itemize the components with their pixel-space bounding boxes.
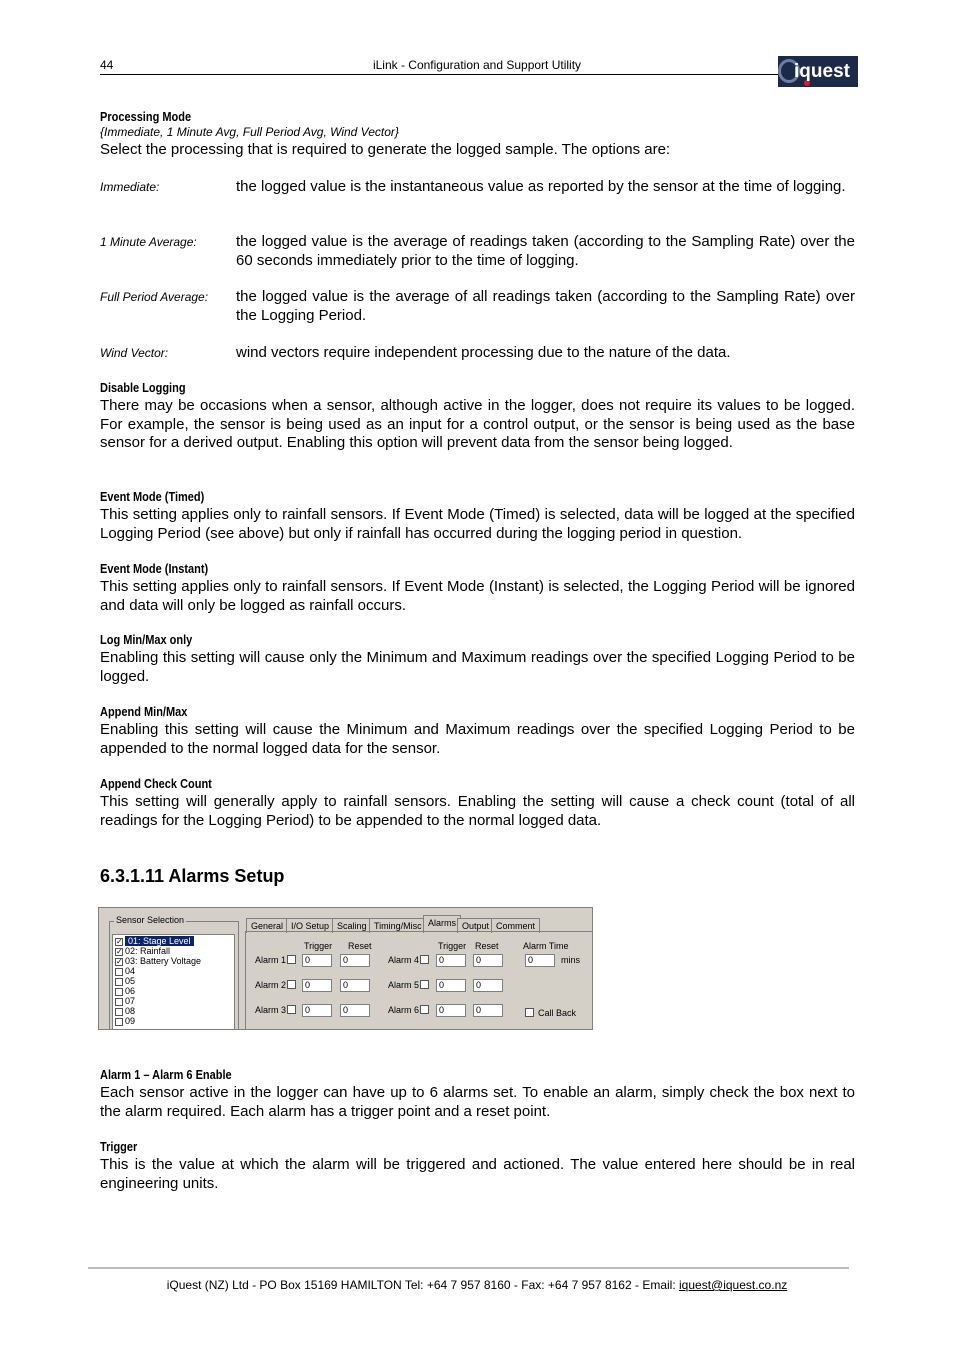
- term-immediate: Immediate:: [100, 180, 160, 194]
- text-append-min-max: Enabling this setting will cause the Minimum and Maximum readings over the specified Logging Period to be appended to the normal logged data for the sensor.: [100, 721, 855, 757]
- sensor-item[interactable]: ✓ 03: Battery Voltage: [116, 956, 202, 966]
- alarm-2-label: Alarm 2: [255, 980, 287, 990]
- term-wind-vector: Wind Vector:: [100, 346, 169, 360]
- text-append-check-count: This setting will generally apply to rainfall sensors. Enabling the setting will cause a check count (total of all readings for the Logging Period) to be appended to the normal logged data.: [100, 793, 855, 829]
- footer: [0, 1278, 954, 1292]
- mins-label: mins: [561, 955, 581, 965]
- text-event-mode-timed: This setting applies only to rainfall sensors. If Event Mode (Timed) is selected, data will be logged at the specified Logging Period (see above) but only if rainfall has occurred during the logging period in question.: [100, 506, 855, 542]
- heading-event-mode-timed: Event Mode (Timed): [100, 490, 205, 504]
- term-full-period-average: Full Period Average:: [100, 290, 209, 304]
- tab-output[interactable]: Output: [457, 918, 494, 933]
- sensor-selection-label: Sensor Selection: [116, 915, 185, 925]
- col-alarm-time: Alarm Time: [523, 941, 569, 951]
- alarm-1-checkbox[interactable]: [287, 955, 296, 964]
- col-trigger-2: Trigger: [438, 941, 467, 951]
- heading-log-min-max-only: Log Min/Max only: [100, 633, 193, 647]
- alarm-1-label: Alarm 1: [255, 955, 287, 965]
- alarm-4-trigger-input[interactable]: 0: [436, 954, 466, 967]
- text-event-mode-instant: This setting applies only to rainfall sensors. If Event Mode (Instant) is selected, the Logging Period will be ignored and data will only be logged as rainfall occurs.: [100, 578, 855, 614]
- alarm-time-input[interactable]: 0: [525, 954, 555, 967]
- alarm-3-reset-input[interactable]: 0: [340, 1004, 370, 1017]
- alarm-6-trigger-input[interactable]: 0: [436, 1004, 466, 1017]
- sensor-item[interactable]: 06: [115, 986, 135, 996]
- footer-rule: [88, 1267, 849, 1269]
- col-reset-1: Reset: [348, 941, 372, 951]
- document-title: iLink - Configuration and Support Utility: [372, 58, 582, 72]
- iquest-logo: iquest: [778, 56, 858, 87]
- heading-processing-mode: Processing Mode: [100, 110, 192, 124]
- tab-io-setup[interactable]: I/O Setup: [286, 918, 334, 933]
- heading-trigger: Trigger: [100, 1140, 138, 1154]
- heading-append-check-count: Append Check Count: [100, 777, 212, 791]
- def-full-period-average: the logged value is the average of all readings taken (according to the Sampling Rate) over the Logging Period.: [236, 288, 855, 324]
- call-back-label: Call Back: [538, 1008, 577, 1018]
- sensor-item[interactable]: 04: [115, 966, 135, 976]
- alarm-5-trigger-input[interactable]: 0: [436, 979, 466, 992]
- alarm-6-label: Alarm 6: [388, 1005, 420, 1015]
- tab-scaling[interactable]: Scaling: [332, 918, 372, 933]
- alarm-6-checkbox[interactable]: [420, 1005, 429, 1014]
- alarm-5-label: Alarm 5: [388, 980, 420, 990]
- tab-timing-misc[interactable]: Timing/Misc: [369, 918, 427, 933]
- processing-mode-intro: Select the processing that is required to generate the logged sample. The options are:: [100, 141, 671, 158]
- alarm-2-trigger-input[interactable]: 0: [302, 979, 332, 992]
- heading-alarm-enable: Alarm 1 – Alarm 6 Enable: [100, 1068, 232, 1082]
- heading-append-min-max: Append Min/Max: [100, 705, 188, 719]
- alarm-5-checkbox[interactable]: [420, 980, 429, 989]
- alarm-3-checkbox[interactable]: [287, 1005, 296, 1014]
- footer-email-link[interactable]: iquest@iquest.co.nz: [679, 1278, 788, 1292]
- alarm-5-reset-input[interactable]: 0: [473, 979, 503, 992]
- def-1-minute-average: the logged value is the average of readings taken (according to the Sampling Rate) over the 60 seconds immediately prior to the time of logging.: [236, 233, 855, 269]
- def-wind-vector: wind vectors require independent processing due to the nature of the data.: [236, 344, 731, 361]
- sensor-item[interactable]: 05: [115, 976, 135, 986]
- footer-contact: iQuest (NZ) Ltd - PO Box 15169 HAMILTON Tel: +64 7 957 8160 - Fax: +64 7 957 8162 - Email:: [166, 1278, 679, 1292]
- sensor-item[interactable]: ✓ 02: Rainfall: [116, 946, 171, 956]
- tab-comment[interactable]: Comment: [491, 918, 540, 933]
- sensor-item[interactable]: ✓ 01: Stage Level: [115, 936, 194, 946]
- alarm-4-reset-input[interactable]: 0: [473, 954, 503, 967]
- sensor-list[interactable]: [112, 934, 235, 1030]
- col-trigger-1: Trigger: [304, 941, 333, 951]
- text-disable-logging: There may be occasions when a sensor, although active in the logger, does not require its values to be logged. For example, the sensor is being used as an input for a control output, or the sensor is being used as the base sensor for a derived output. Enabling this option will prevent data from the sensor being logged.: [100, 397, 855, 451]
- alarm-6-reset-input[interactable]: 0: [473, 1004, 503, 1017]
- sensor-item[interactable]: 08: [115, 1006, 135, 1016]
- alarm-1-trigger-input[interactable]: 0: [302, 954, 332, 967]
- heading-event-mode-instant: Event Mode (Instant): [100, 562, 209, 576]
- processing-mode-options: {Immediate, 1 Minute Avg, Full Period Avg, Wind Vector}: [100, 125, 399, 139]
- alarm-4-label: Alarm 4: [388, 955, 420, 965]
- alarm-2-checkbox[interactable]: [287, 980, 296, 989]
- alarm-1-reset-input[interactable]: 0: [340, 954, 370, 967]
- text-trigger: This is the value at which the alarm will be triggered and actioned. The value entered here should be in real engineering units.: [100, 1156, 855, 1192]
- col-reset-2: Reset: [475, 941, 499, 951]
- alarm-3-trigger-input[interactable]: 0: [302, 1004, 332, 1017]
- def-immediate: the logged value is the instantaneous value as reported by the sensor at the time of logging.: [236, 178, 846, 195]
- alarm-2-reset-input[interactable]: 0: [340, 979, 370, 992]
- alarm-3-label: Alarm 3: [255, 1005, 287, 1015]
- text-log-min-max-only: Enabling this setting will cause only the Minimum and Maximum readings over the specified Logging Period to be logged.: [100, 649, 855, 685]
- tab-alarms[interactable]: Alarms: [423, 915, 461, 933]
- sensor-item[interactable]: 09: [115, 1016, 135, 1026]
- call-back-checkbox[interactable]: [525, 1008, 534, 1017]
- alarms-setup-screenshot: [98, 907, 593, 1030]
- alarm-4-checkbox[interactable]: [420, 955, 429, 964]
- text-alarm-enable: Each sensor active in the logger can have up to 6 alarms set. To enable an alarm, simply check the box next to the alarm required. Each alarm has a trigger point and a reset point.: [100, 1084, 855, 1120]
- tab-general[interactable]: General: [246, 918, 288, 933]
- term-1-minute-average: 1 Minute Average:: [100, 235, 197, 249]
- heading-disable-logging: Disable Logging: [100, 381, 186, 395]
- header-rule: [100, 74, 790, 75]
- page-number: 44: [100, 58, 114, 72]
- sensor-item[interactable]: 07: [115, 996, 135, 1006]
- section-title-alarms-setup: 6.3.1.11 Alarms Setup: [100, 866, 285, 886]
